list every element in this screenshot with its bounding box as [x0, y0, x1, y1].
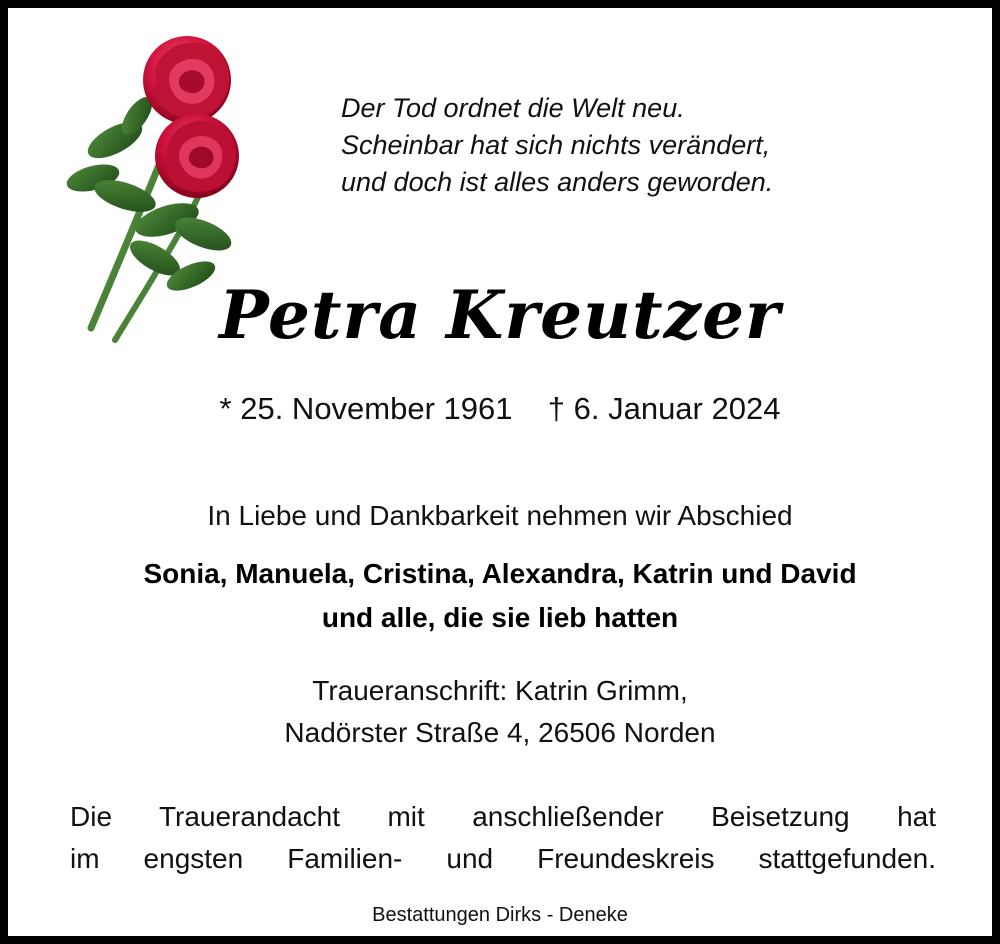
quote-line-2: Scheinbar hat sich nichts verändert, [341, 130, 771, 160]
notice-line-1: Die Trauerandacht mit anschließender Beisetzung hat [70, 801, 936, 832]
birth-date: * 25. November 1961 [219, 391, 513, 426]
address-line-1: Traueranschrift: Katrin Grimm, [312, 675, 688, 706]
mourning-address [8, 670, 992, 754]
quote-line-1: Der Tod ordnet die Welt neu. [341, 93, 685, 123]
address-line-2: Nadörster Straße 4, 26506 Norden [284, 717, 716, 748]
deceased-name: Petra Kreutzer [219, 276, 781, 354]
quote-line-3: und doch ist alles anders geworden. [341, 167, 774, 197]
family-names [8, 552, 992, 640]
death-date: † 6. Januar 2024 [547, 391, 781, 426]
obituary-card [8, 8, 992, 936]
funeral-home: Bestattungen Dirks - Deneke [372, 904, 628, 926]
family-line-2: und alle, die sie lieb hatten [321, 602, 679, 633]
quote-text [341, 90, 941, 201]
family-line-1: Sonia, Manuela, Cristina, Alexandra, Katrin und David [143, 558, 857, 589]
service-notice [70, 796, 936, 880]
life-dates [8, 391, 992, 427]
farewell-text: In Liebe und Dankbarkeit nehmen wir Abschied [207, 500, 793, 531]
notice-line-2: im engsten Familien- und Freundeskreis stattgefunden. [70, 843, 936, 874]
